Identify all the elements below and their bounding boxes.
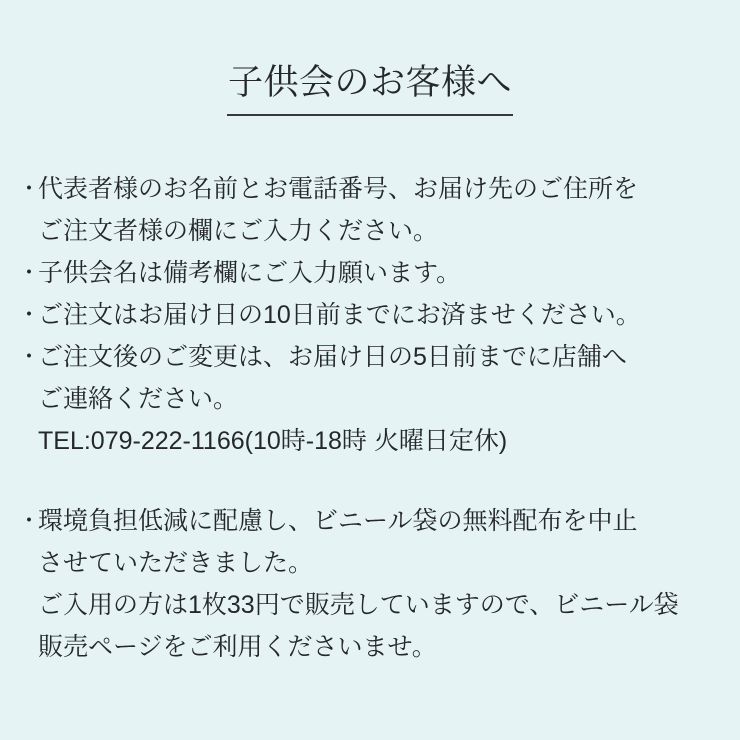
bullet-dot-icon: ・ xyxy=(18,343,41,369)
notice-list xyxy=(18,168,722,668)
phone-contact-line: TEL:079-222-1166(10時-18時 火曜日定休) xyxy=(38,426,508,455)
notice-line: 代表者様のお名前とお電話番号、お届け先のご住所を xyxy=(38,174,639,203)
bullet-text xyxy=(38,294,722,336)
bullet-dot-icon: ・ xyxy=(18,301,41,327)
notice-bullet-change-deadline xyxy=(18,336,722,462)
notice-line: 環境負担低減に配慮し、ビニール袋の無料配布を中止 xyxy=(38,506,638,535)
notice-line: ご注文者様の欄にご入力ください。 xyxy=(38,216,439,245)
page-title: 子供会のお客様へ xyxy=(227,60,513,116)
notice-bullet-plastic-bag xyxy=(18,500,722,668)
notice-bullet-representative-info xyxy=(18,168,722,252)
bullet-text xyxy=(38,168,722,252)
notice-bullet-order-deadline xyxy=(18,294,722,336)
bullet-dot-icon: ・ xyxy=(18,259,41,285)
notice-line: ご連絡ください。 xyxy=(38,384,239,413)
notice-line: ご注文後のご変更は、お届け日の5日前までに店舗へ xyxy=(38,342,627,371)
bullet-text xyxy=(38,252,722,294)
notice-bullet-group-name xyxy=(18,252,722,294)
title-area xyxy=(18,0,722,116)
notice-line: ご注文はお届け日の10日前までにお済ませください。 xyxy=(38,300,641,329)
bullet-text xyxy=(38,500,722,668)
notice-line: させていただきました。 xyxy=(38,548,314,577)
bullet-dot-icon: ・ xyxy=(18,507,41,533)
notice-line: ご入用の方は1枚33円で販売していますので、ビニール袋 xyxy=(38,590,679,619)
notice-line: 販売ページをご利用くださいませ。 xyxy=(38,632,437,661)
notice-line: 子供会名は備考欄にご入力願います。 xyxy=(38,258,462,287)
bullet-dot-icon: ・ xyxy=(18,175,41,201)
bullet-text xyxy=(38,336,722,462)
